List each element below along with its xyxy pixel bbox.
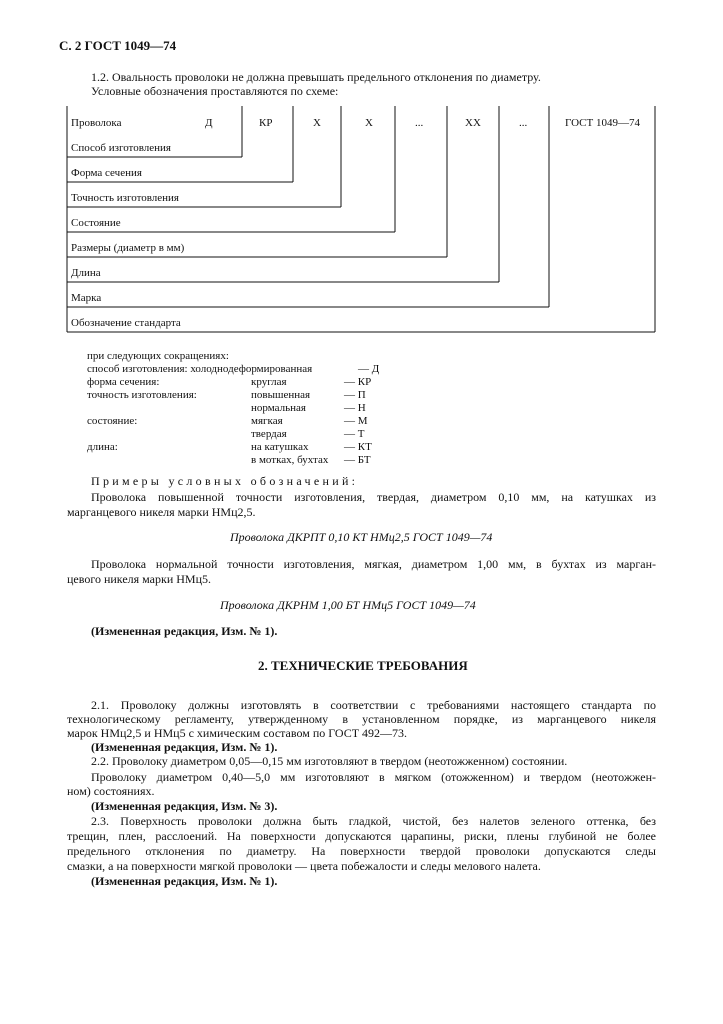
abbr-label-shape: форма сечения: [87,376,160,388]
abbr-value-bundles: в мотках, бухтах [251,454,329,466]
abbr-label-method: способ изготовления: холоднодеформированная [87,363,313,375]
example2-text: Проволока нормальной точности изготовления, мягкая, диаметром 1,00 мм, в бухтах из марган- [91,557,656,571]
scheme-top-kr: КР [259,117,273,129]
edit-note-2-3: (Измененная редакция, Изм. № 1). [91,874,278,888]
scheme-intro: Условные обозначения проставляются по схеме: [91,84,339,98]
scheme-row-grade: Марка [71,292,102,304]
abbr-value-round: круглая [251,376,287,388]
scheme-row-shape: Форма сечения [71,167,142,179]
abbr-code-d: — Д [358,363,380,375]
clause-2-1-cont1: технологическому регламенту, утвержденному в установленном порядке, из марганцевого никеля [67,712,656,726]
abbr-code-m: — М [344,415,368,427]
abbr-value-increased: повышенная [251,389,311,401]
abbr-code-n: — Н [344,402,366,414]
example2-code: Проволока ДКРНМ 1,00 БТ НМц5 ГОСТ 1049—74 [220,598,476,612]
abbr-label-length: длина: [87,441,118,453]
clause-2-2b-cont: ном) состояниях. [67,784,155,798]
abbr-label-accuracy: точность изготовления: [87,389,197,401]
clause-2-2: 2.2. Проволоку диаметром 0,05—0,15 мм изготовляют в твердом (неотожженном) состоянии. [91,754,568,768]
scheme-top-x2: Х [365,117,373,129]
abbr-value-coils: на катушках [251,441,309,453]
example1-text-cont: марганцевого никеля марки НМц2,5. [67,505,256,519]
example2-text-cont: цевого никеля марки НМц5. [67,572,212,586]
scheme-row-size: Размеры (диаметр в мм) [71,242,185,254]
scheme-top-x1: Х [313,117,321,129]
scheme-row-state: Состояние [71,217,121,229]
scheme-top-wire: Проволока [71,117,122,129]
section-2-title: 2. ТЕХНИЧЕСКИЕ ТРЕБОВАНИЯ [258,658,468,673]
scheme-row-method: Способ изготовления [71,142,171,154]
scheme-top-d: Д [205,117,213,129]
clause-2-1-cont2: марок НМц2,5 и НМц5 с химическим составом по ГОСТ 492—73. [67,726,408,740]
example1-code: Проволока ДКРПТ 0,10 КТ НМц2,5 ГОСТ 1049—74 [230,530,493,544]
page-header: С. 2 ГОСТ 1049—74 [59,38,177,53]
clause-2-3-cont1: трещин, плен, расслоений. На поверхности допускаются царапины, риски, плены глубиной не более [67,829,656,843]
scheme-row-standard: Обозначение стандарта [71,317,181,329]
clause-2-3: 2.3. Поверхность проволоки должна быть гладкой, чистой, без налетов зеленого оттенка, без [91,814,656,828]
scheme-row-length: Длина [71,267,101,279]
scheme-top-dots2: ... [519,117,528,129]
clause-2-3-cont2: предельного отклонения по диаметру. На поверхности твердой проволоки допускаются следы [67,844,656,858]
abbr-code-t: — Т [344,428,365,440]
clause-2-3-cont3: смазки, а на поверхности мягкой проволоки — цвета побежалости и следы мелового налета. [67,859,541,873]
example1-text: Проволока повышенной точности изготовления, твердая, диаметром 0,10 мм, на катушках из [91,490,656,504]
abbr-code-bt: — БТ [344,454,371,466]
abbr-code-p: — П [344,389,366,401]
abbr-code-kt: — КТ [344,441,372,453]
edit-note-2-1: (Измененная редакция, Изм. № 1). [91,740,278,754]
abbr-value-soft: мягкая [251,415,283,427]
clause-1-2: 1.2. Овальность проволоки не должна превышать предельного отклонения по диаметру. [91,70,541,84]
abbr-label-state: состояние: [87,415,138,427]
abbr-intro: при следующих сокращениях: [87,350,229,362]
abbr-value-normal: нормальная [251,402,306,414]
examples-heading: Примеры условных обозначений: [91,474,359,488]
scheme-top-gost: ГОСТ 1049—74 [565,117,640,129]
edit-note-1: (Измененная редакция, Изм. № 1). [91,624,278,638]
edit-note-2-2: (Измененная редакция, Изм. № 3). [91,799,278,813]
scheme-top-xx: ХХ [465,117,481,129]
clause-2-1: 2.1. Проволоку должны изготовлять в соответствии с требованиями настоящего стандарта по [91,698,656,712]
abbr-code-kr: — КР [344,376,372,388]
clause-2-2b: Проволоку диаметром 0,40—5,0 мм изготовляют в мягком (отожженном) и твердом (неотожжен- [91,770,656,784]
scheme-row-accuracy: Точность изготовления [71,192,179,204]
scheme-top-dots1: ... [415,117,424,129]
abbr-value-hard: твердая [251,428,287,440]
